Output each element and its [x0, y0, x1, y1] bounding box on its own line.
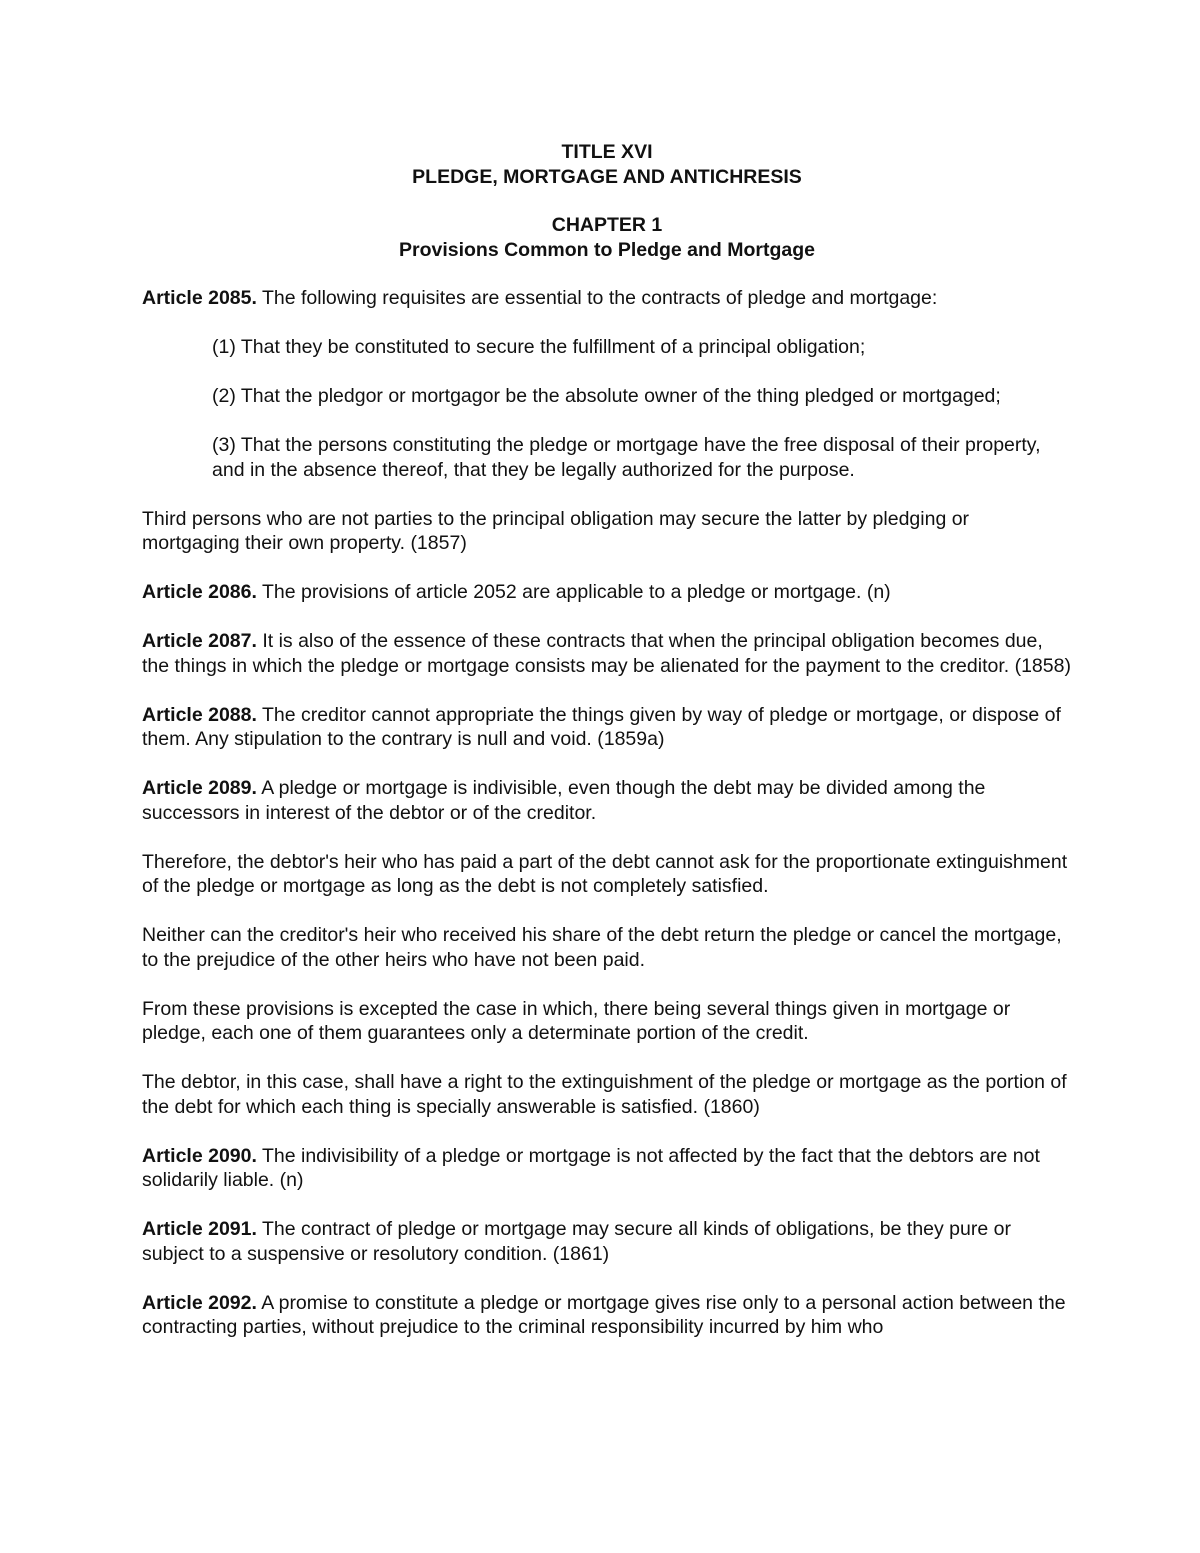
article-label: Article 2087. — [142, 630, 257, 652]
article-label: Article 2086. — [142, 581, 257, 603]
article-text: The following requisites are essential to the contracts of pledge and mortgage: — [256, 287, 938, 309]
article-2090 — [142, 1144, 1072, 1193]
article-text: The contract of pledge or mortgage may secure all kinds of obligations, be they pure or subject to a suspensive or resolutory condition. (1861) — [142, 1218, 1011, 1265]
article-2088 — [142, 703, 1072, 752]
article-paragraph: The debtor, in this case, shall have a right to the extinguishment of the pledge or mortgage as the portion of the debt for which each thing is specially answerable is satisfied. (1860) — [142, 1071, 1067, 1118]
article-text: A promise to constitute a pledge or mortgage gives rise only to a personal action between the contracting parties, without prejudice to the criminal responsibility incurred by him who — [142, 1291, 1066, 1338]
title-number: TITLE XVI — [561, 141, 653, 163]
requisite-item: (3) That the persons constituting the pledge or mortgage have the free disposal of their property, and in the absence thereof, that they be legally authorized for the purpose. — [212, 434, 1041, 481]
chapter-heading — [142, 213, 1072, 262]
title-name: PLEDGE, MORTGAGE AND ANTICHRESIS — [412, 165, 802, 188]
article-2086 — [142, 580, 1072, 605]
article-label: Article 2089. — [142, 777, 257, 799]
article-label: Article 2085. — [142, 287, 257, 309]
article-2092 — [142, 1291, 1072, 1340]
article-paragraph: Third persons who are not parties to the principal obligation may secure the latter by pledging or mortgaging their own property. (1857) — [142, 507, 970, 554]
chapter-number: CHAPTER 1 — [551, 214, 663, 236]
article-2091 — [142, 1217, 1072, 1266]
article-paragraph: Neither can the creditor's heir who received his share of the debt return the pledge or cancel the mortgage, to the prejudice of the other heirs who have not been paid. — [142, 924, 1062, 971]
requisite-item: (2) That the pledgor or mortgagor be the absolute owner of the thing pledged or mortgaged; — [212, 385, 1001, 407]
article-text: A pledge or mortgage is indivisible, even though the debt may be divided among the successors in interest of the debtor or of the creditor. — [142, 777, 986, 824]
document-page — [142, 140, 1072, 1364]
article-2089 — [142, 776, 1072, 825]
article-text: The indivisibility of a pledge or mortgage is not affected by the fact that the debtors are not solidarily liable. (n) — [142, 1144, 1040, 1191]
article-label: Article 2090. — [142, 1144, 257, 1167]
title-heading — [142, 140, 1072, 189]
article-text: The creditor cannot appropriate the things given by way of pledge or mortgage, or dispose of them. Any stipulation to the contrary is null and void. (1859a) — [142, 703, 1061, 750]
article-paragraph: Therefore, the debtor's heir who has paid a part of the debt cannot ask for the proportionate extinguishment of the pledge or mortgage as long as the debt is not completely satisfied. — [142, 850, 1068, 897]
requisite-item: (1) That they be constituted to secure the fulfillment of a principal obligation; — [212, 336, 866, 358]
article-2087 — [142, 629, 1072, 678]
article-label: Article 2091. — [142, 1218, 257, 1240]
chapter-name: Provisions Common to Pledge and Mortgage — [398, 238, 816, 261]
article-label: Article 2088. — [142, 703, 257, 726]
article-text: It is also of the essence of these contracts that when the principal obligation becomes due, the things in which the pledge or mortgage consists may be alienated for the payment to the creditor. (1858) — [142, 630, 1071, 677]
article-text: The provisions of article 2052 are applicable to a pledge or mortgage. (n) — [256, 581, 891, 603]
article-label: Article 2092. — [142, 1291, 257, 1314]
article-paragraph: From these provisions is excepted the case in which, there being several things given in mortgage or pledge, each one of them guarantees only a determinate portion of the credit. — [142, 997, 1011, 1044]
article-2085 — [142, 286, 1072, 311]
